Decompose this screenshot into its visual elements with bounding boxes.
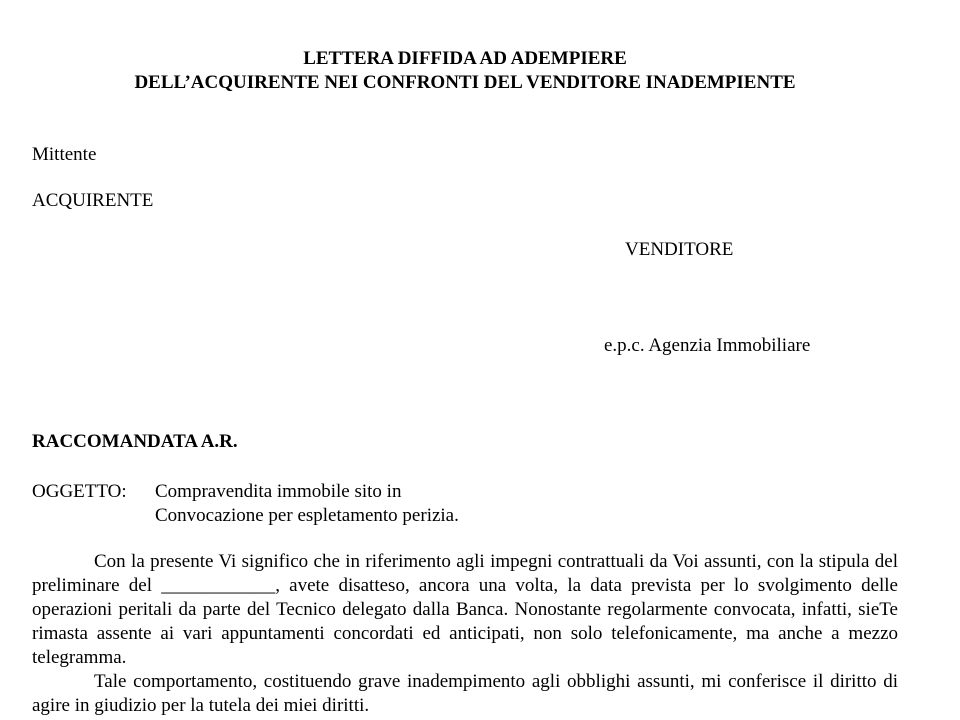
document-title-line-1: LETTERA DIFFIDA AD ADEMPIERE <box>303 48 627 69</box>
subject-line-1: Compravendita immobile sito in <box>155 481 402 502</box>
document-title-line-2: DELL’ACQUIRENTE NEI CONFRONTI DEL VENDITORE INADEMPIENTE <box>134 72 796 93</box>
body-paragraph-2-text: Tale comportamento, costituendo grave inadempimento agli obblighi assunti, mi conferisce il diritto di agire in giudizio per la tutela dei miei diritti. <box>32 671 898 716</box>
body-paragraph-1-text: Con la presente Vi significo che in riferimento agli impegni contrattuali da Voi assunti, con la stipula del preliminare del ____________, avete disatteso, ancora una volta, la data prevista per lo svolgimento delle operazioni peritali da parte del Tecnico delegato dalla Banca. Nonostante regolarmente convocata, infatti, sieTe rimasta assente ai vari appuntamenti concordati ed anticipati, non solo telefonicamente, ma anche a mezzo telegramma. <box>32 551 898 668</box>
body-paragraph-1 <box>32 550 898 670</box>
delivery-method: RACCOMANDATA A.R. <box>32 431 238 452</box>
sender-name: ACQUIRENTE <box>32 190 154 211</box>
recipient-cc: e.p.c. Agenzia Immobiliare <box>604 335 811 356</box>
body-paragraph-2 <box>32 670 898 718</box>
recipient-name: VENDITORE <box>625 239 734 260</box>
subject-line-2: Convocazione per espletamento perizia. <box>155 505 459 526</box>
subject-label: OGGETTO: <box>32 481 127 502</box>
sender-label: Mittente <box>32 144 97 165</box>
